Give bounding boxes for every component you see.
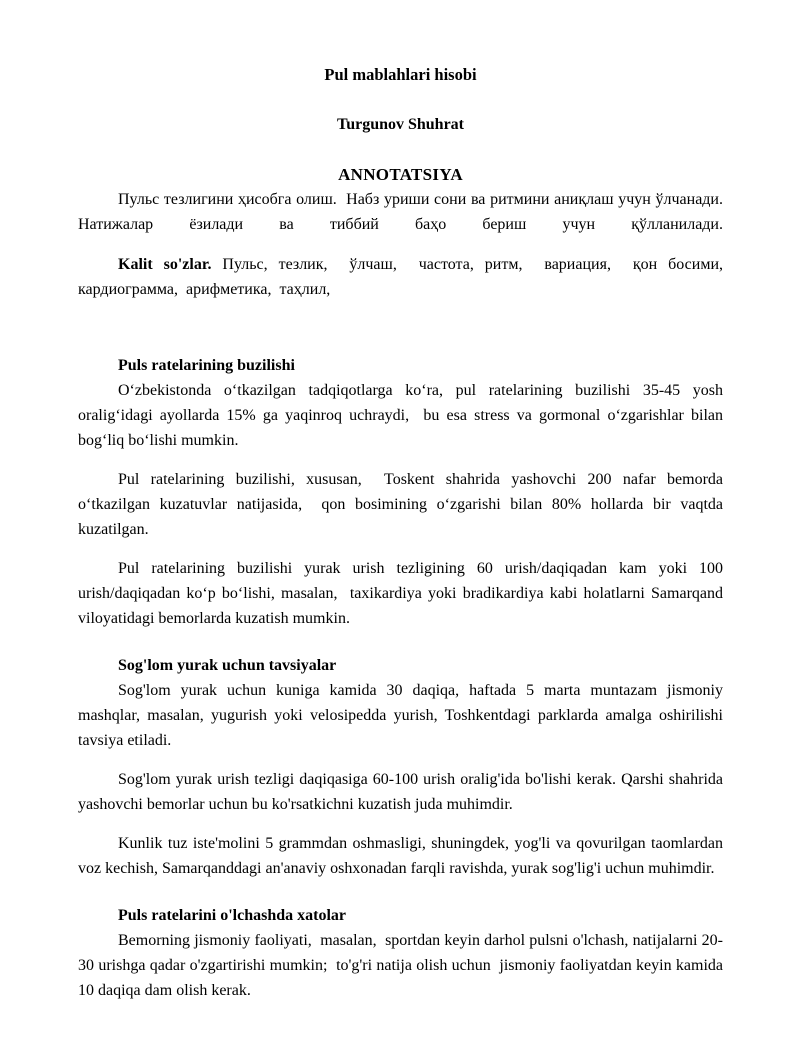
keywords-label: Kalit so'zlar. xyxy=(118,256,212,273)
section-paragraph: Kunlik tuz iste'molini 5 grammdan oshmasligi, shuningdek, yog'li va qovurilgan taomlardan voz kechish, Samarqanddagi an'anaviy oshxonadan farqli ravishda, yurak sog'lig'i uchun muhimdir. xyxy=(78,835,727,877)
section-paragraph: Bemorning jismoniy faoliyati, masalan, sportdan keyin darhol pulsni o'lchash, natijalarni 20-30 urishga qadar o'zgartirishi mumkin; to'g'ri natija olish uchun jismoniy faoliyatdan keyin kamida 10 daqiqa dam olish kerak. xyxy=(78,932,727,999)
section-heading-measurement-errors: Puls ratelarini o'lchashda xatolar xyxy=(118,907,346,924)
section-heading-pulse-disorders: Puls ratelarining buzilishi xyxy=(118,357,295,374)
annotation-heading: ANNOTATSIYA xyxy=(338,165,463,184)
section-paragraph: Pul ratelarining buzilishi, xususan, Toskent shahrida yashovchi 200 nafar bemorda o‘tkazilgan kuzatuvlar natijasida, qon bosimining o‘zgarishi bilan 80% hollarda bir vaqtda kuzatilgan. xyxy=(78,471,727,538)
section-paragraph: Pul ratelarining buzilishi yurak urish tezligining 60 urish/daqiqadan kam yoki 100 urish/daqiqadan ko‘p bo‘lishi, masalan, taxikardiya yoki bradikardiya kabi holatlarni Samarqand viloyatidagi bemorlarda kuzatish mumkin. xyxy=(78,560,727,627)
section-paragraph: Sog'lom yurak urish tezligi daqiqasiga 60-100 urish oralig'ida bo'lishi kerak. Qarshi shahrida yashovchi bemorlar uchun bu ko'rsatkichni kuzatish juda muhimdir. xyxy=(78,771,727,813)
keywords-text: Пульс, тезлик, ўлчаш, частота, ритм, вариация, қон босими, кардиограмма, арифметика, таҳлил, xyxy=(78,256,728,298)
keywords-paragraph xyxy=(78,252,728,302)
section-heading-healthy-heart: Sog'lom yurak uchun tavsiyalar xyxy=(118,657,337,674)
section-paragraph: Sog'lom yurak uchun kuniga kamida 30 daqiqa, haftada 5 marta muntazam jismoniy mashqlar, masalan, yugurish yoki velosipedda yurish, Toshkentdagi parklarda amalga oshirilishi tavsiya etiladi. xyxy=(78,682,727,749)
document-title: Pul mablahlari hisobi xyxy=(324,65,477,84)
document-author: Turgunov Shuhrat xyxy=(336,116,465,133)
annotation-paragraph: Пульс тезлигини ҳисобга олиш. Набз уриши сони ва ритмини аниқлаш учун ўлчанади. Натижалар ёзилади ва тиббий баҳо бериш учун қўлланилади. xyxy=(78,191,735,233)
section-paragraph: O‘zbekistonda o‘tkazilgan tadqiqotlarga ko‘ra, pul ratelarining buzilishi 35-45 yosh oralig‘idagi ayollarda 15% ga yaqinroq uchraydi, bu esa stress va gormonal o‘zgarishlar bilan bog‘liq bo‘lishi mumkin. xyxy=(78,382,727,449)
